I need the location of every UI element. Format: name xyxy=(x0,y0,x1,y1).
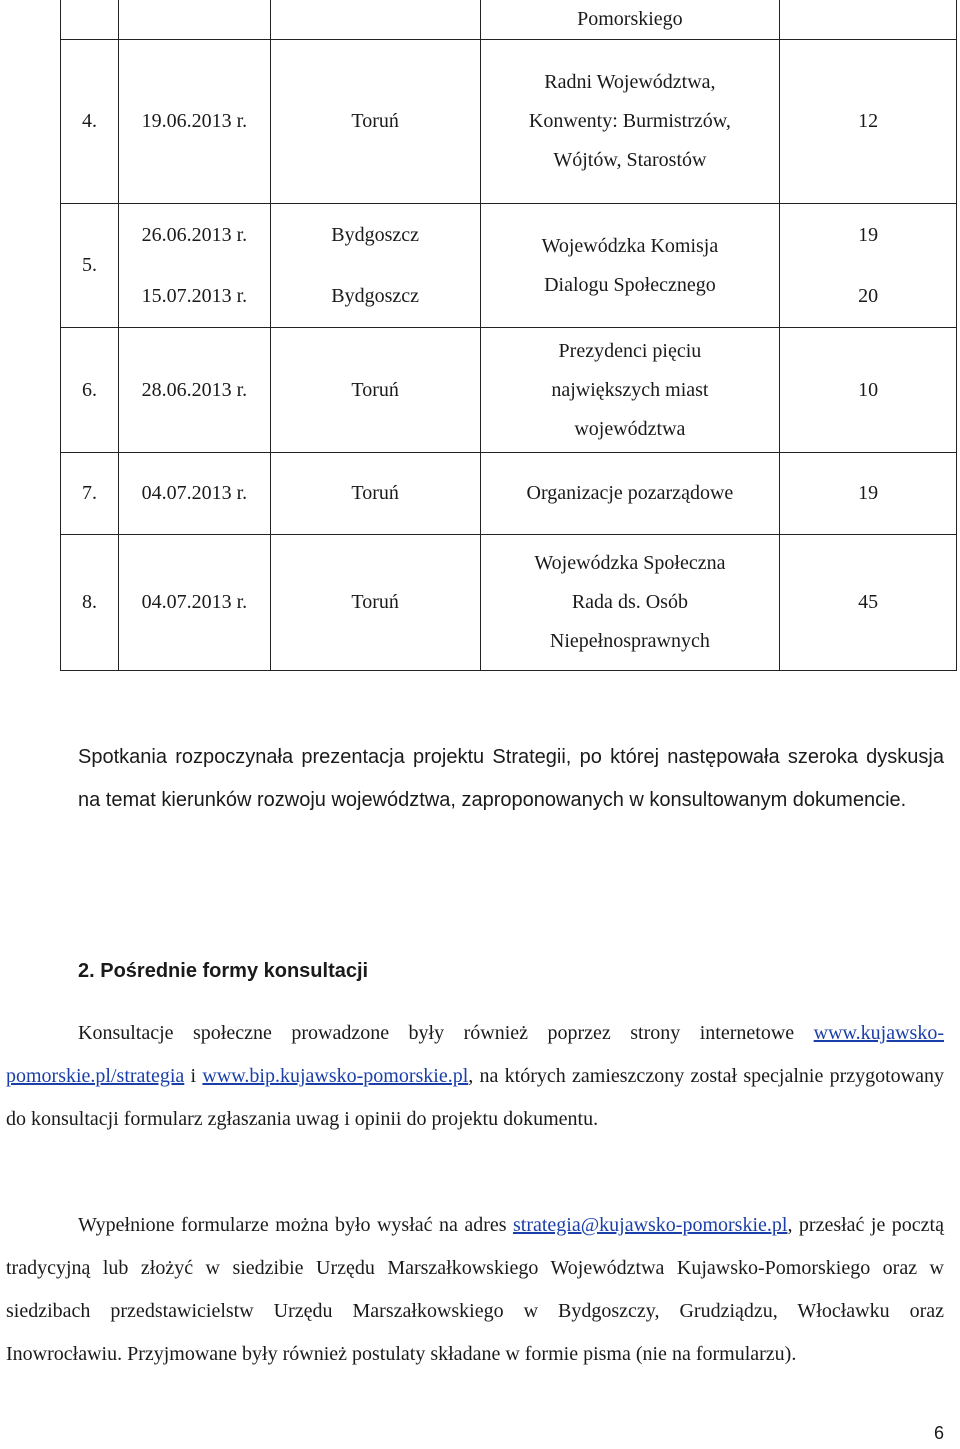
section-heading xyxy=(78,950,368,993)
cell-city: Toruń xyxy=(270,40,480,204)
cell-no: 8. xyxy=(61,535,119,671)
cell-count: 19 xyxy=(780,453,957,535)
submission-text-after: , przesłać je pocztą tradycyjną lub złożyć w siedzibie Urzędu Marszałkowskiego Województwa Kujawsko-Pomorskiego oraz w siedzibach przedstawicielstw Urzędu Marszałkowskiego w Bydgoszczy, Grudziądzu, Włocławku oraz Inowrocławiu. Przyjmowane były również postulaty składane w formie pisma (nie na formularzu). xyxy=(6,1214,944,1365)
websites-text-before: Konsultacje społeczne prowadzone były również poprzez strony internetowe xyxy=(78,1022,814,1044)
date-line: 26.06.2013 r. xyxy=(141,223,248,246)
count-line: 20 xyxy=(858,284,879,307)
desc-line: Wójtów, Starostów xyxy=(553,149,707,171)
cell-desc xyxy=(480,328,780,453)
page-number: 6 xyxy=(933,1423,944,1443)
websites-text-after: , na których zamieszczony został specjalnie przygotowany do konsultacji formularz zgłaszania uwag i opinii do projektu dokumentu. xyxy=(6,1065,944,1130)
cell-count xyxy=(780,204,957,328)
cell-city: Toruń xyxy=(270,328,480,453)
desc-line: Konwenty: Burmistrzów, xyxy=(528,110,731,132)
cell-count: 10 xyxy=(780,328,957,453)
cell-city: Toruń xyxy=(270,453,480,535)
table-row xyxy=(61,453,957,535)
count-line: 19 xyxy=(858,223,879,246)
cell-date xyxy=(118,204,270,328)
city-line: Bydgoszcz xyxy=(331,284,420,307)
cell-date: 04.07.2013 r. xyxy=(118,535,270,671)
websites-paragraph xyxy=(6,1012,944,1141)
desc-line: Wojewódzka Społeczna xyxy=(534,552,726,574)
cell-date xyxy=(118,0,270,40)
desc-line: największych miast xyxy=(551,378,709,401)
submission-paragraph xyxy=(6,1204,944,1376)
desc-line: Dialogu Społecznego xyxy=(544,273,716,296)
cell-date: 28.06.2013 r. xyxy=(118,328,270,453)
cell-city xyxy=(270,204,480,328)
section-number: 2. xyxy=(78,960,95,982)
meetings-paragraph: Spotkania rozpoczynała prezentacja projektu Strategii, po której następowała szeroka dyskusja na temat kierunków rozwoju województwa, zaproponowanych w konsultowanym dokumencie. xyxy=(78,746,944,811)
cell-count: 12 xyxy=(780,40,957,204)
cell-date: 04.07.2013 r. xyxy=(118,453,270,535)
cell-no xyxy=(61,0,119,40)
date-line: 15.07.2013 r. xyxy=(141,284,248,307)
cell-no: 6. xyxy=(61,328,119,453)
desc-line: Niepełnosprawnych xyxy=(549,630,710,652)
cell-count: 45 xyxy=(780,535,957,671)
cell-date: 19.06.2013 r. xyxy=(118,40,270,204)
strategy-email-link[interactable]: strategia@kujawsko-pomorskie.pl xyxy=(512,1214,788,1236)
city-line: Bydgoszcz xyxy=(331,223,420,246)
desc-line: Organizacje pozarządowe xyxy=(526,482,734,504)
desc-line: Rada ds. Osób xyxy=(571,591,688,613)
cell-no: 7. xyxy=(61,453,119,535)
cell-city: Toruń xyxy=(270,535,480,671)
strategy-website-link[interactable]: www.kujawsko-pomorskie.pl/strategia xyxy=(6,1022,944,1087)
bip-website-link[interactable]: www.bip.kujawsko-pomorskie.pl xyxy=(202,1065,469,1087)
cell-desc xyxy=(480,204,780,328)
websites-text-mid: i xyxy=(184,1065,203,1087)
desc-line: Pomorskiego xyxy=(577,8,683,30)
table-row xyxy=(61,328,957,453)
desc-line: Radni Województwa, xyxy=(544,71,716,93)
cell-desc xyxy=(480,535,780,671)
meetings-table xyxy=(60,0,957,671)
table-row xyxy=(61,204,957,328)
table-row xyxy=(61,40,957,204)
submission-text-before: Wypełnione formularze można było wysłać na adres xyxy=(78,1214,513,1236)
cell-no: 4. xyxy=(61,40,119,204)
desc-line: województwa xyxy=(574,417,686,440)
table-row xyxy=(61,0,957,40)
cell-count xyxy=(780,0,957,40)
cell-desc xyxy=(480,40,780,204)
desc-line: Prezydenci pięciu xyxy=(558,339,702,362)
section-title: Pośrednie formy konsultacji xyxy=(100,960,369,982)
desc-line: Wojewódzka Komisja xyxy=(541,234,719,257)
cell-no: 5. xyxy=(61,204,119,328)
table-row xyxy=(61,535,957,671)
cell-city xyxy=(270,0,480,40)
cell-desc xyxy=(480,0,780,40)
cell-desc xyxy=(480,453,780,535)
